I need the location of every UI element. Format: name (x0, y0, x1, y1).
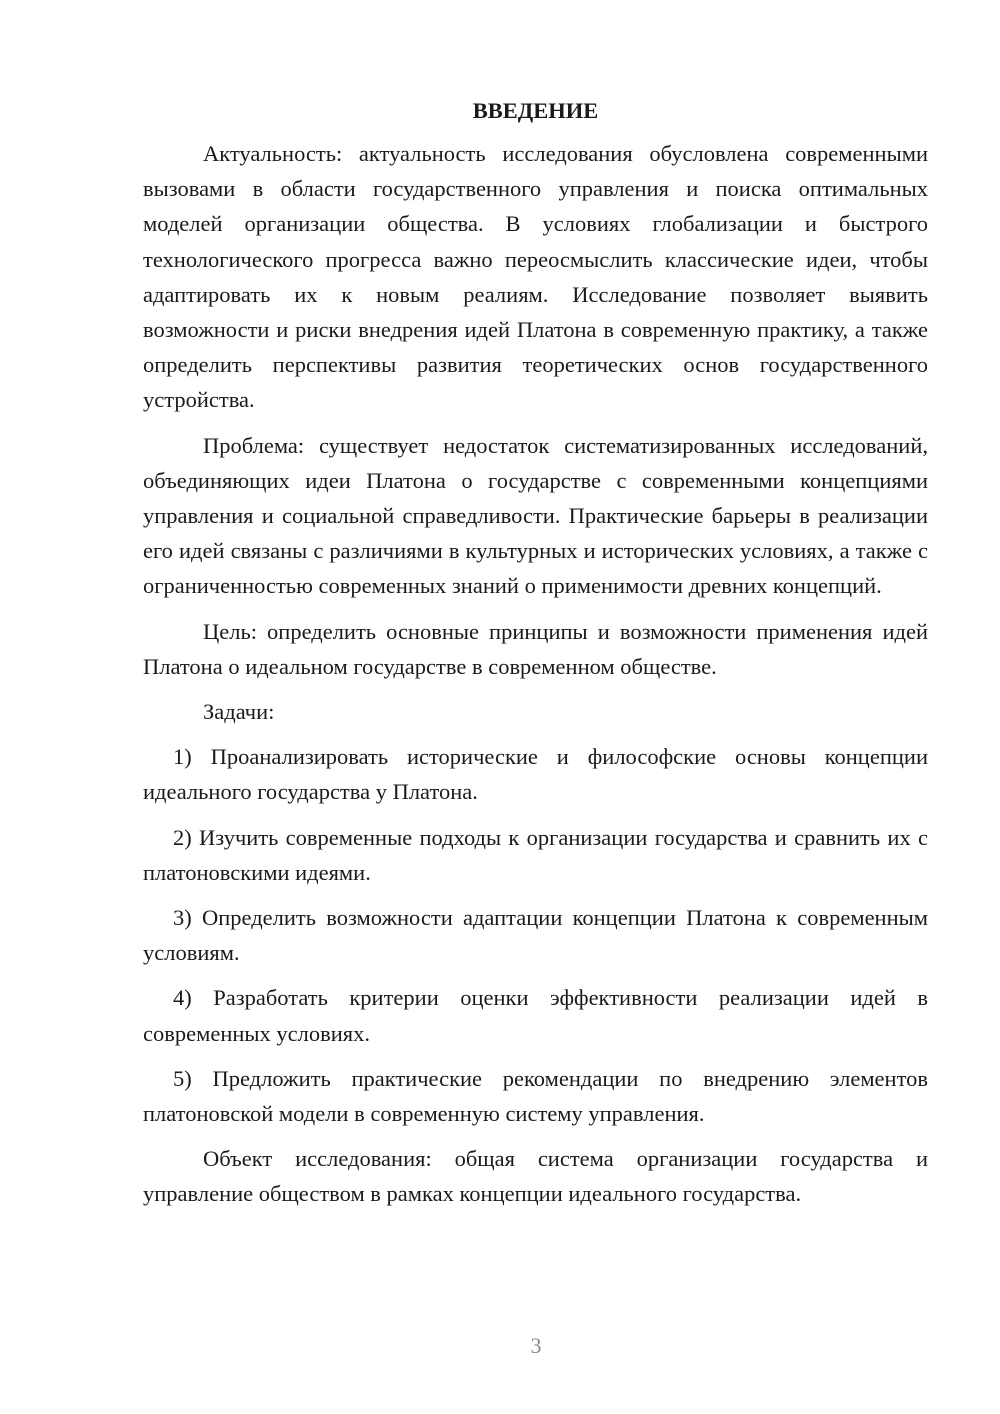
task-item-3: 3) Определить возможности адаптации концепции Платона к современным условиям. (143, 905, 928, 966)
task-item-1: 1) Проанализировать исторические и философские основы концепции идеального государства у Платона. (143, 744, 928, 805)
page-number: 3 (530, 1333, 542, 1358)
task-item-5: 5) Предложить практические рекомендации по внедрению элементов платоновской модели в современную систему управления. (143, 1065, 928, 1127)
tasks-label: Задачи: (203, 699, 275, 725)
task-item-2: 2) Изучить современные подходы к организации государства и сравнить их с платоновскими идеями. (143, 824, 928, 885)
section-heading: ВВЕДЕНИЕ (472, 98, 599, 123)
object-paragraph: Объект исследования: общая система организации государства и управление обществом в рамках концепции идеального государства. (143, 1146, 928, 1207)
problem-paragraph: Проблема: существует недостаток систематизированных исследований, объединяющих идеи Платона о государстве с современными концепциями управления и социальной справедливости. Практические барьеры в реализации его идей связаны с различиями в культурных и исторических условиях, а также с ограниченностью современных знаний о применимости древних концепций. (143, 432, 928, 599)
goal-paragraph: Цель: определить основные принципы и возможности применения идей Платона о идеальном государстве в современном обществе. (143, 618, 928, 679)
task-item-4: 4) Разработать критерии оценки эффективности реализации идей в современных условиях. (143, 985, 928, 1046)
document-body (143, 96, 928, 1222)
relevance-paragraph: Актуальность: актуальность исследования обусловлена современными вызовами в области государственного управления и поиска оптимальных моделей организации общества. В условиях глобализации и быстрого технологического прогресса важно переосмыслить классические идеи, чтобы адаптировать их к новым реалиям. Исследование позволяет выявить возможности и риски внедрения идей Платона в современную практику, а также определить перспективы развития теоретических основ государственного устройства. (143, 141, 928, 413)
